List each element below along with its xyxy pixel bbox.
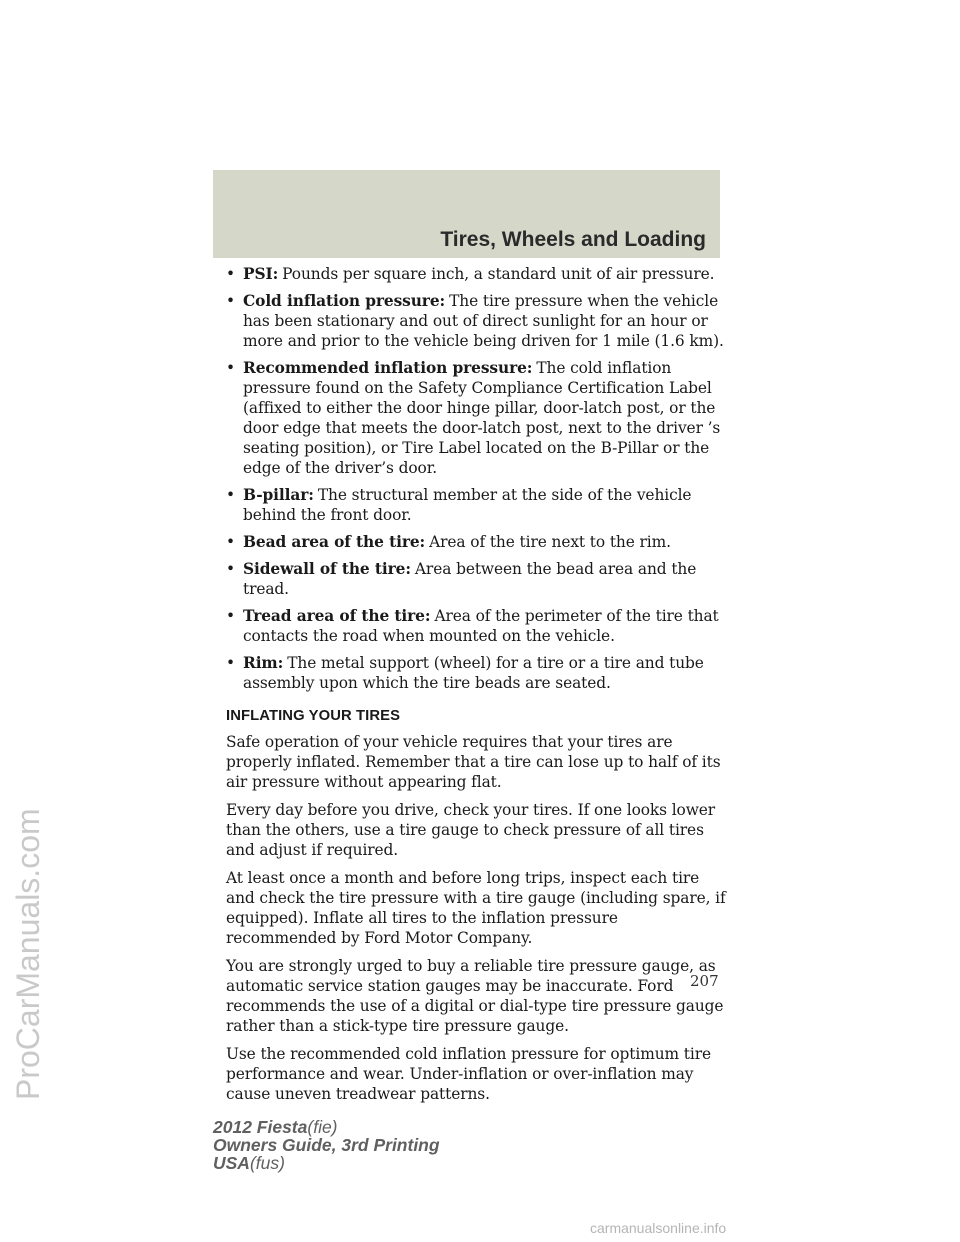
side-watermark: ProCarManuals.com [10, 808, 46, 1100]
footer-guide: Owners Guide, 3rd Printing [213, 1135, 440, 1155]
page-content [226, 264, 726, 1112]
bullet-icon: • [226, 265, 235, 283]
footer-watermark: carmanualsonline.info [590, 1220, 727, 1236]
paragraph: Safe operation of your vehicle requires that your tires are properly inflated. Remember that a tire can lose up to half of its air pressure without appearing flat. [226, 733, 721, 791]
bullet-icon: • [226, 533, 235, 551]
footer-model: 2012 Fiesta [213, 1117, 308, 1137]
definition-text: The metal support (wheel) for a tire or a tire and tube assembly upon which the tire beads are seated. [243, 654, 704, 692]
footer-market: USA [213, 1153, 250, 1173]
header-banner [213, 170, 720, 258]
definition-term: Sidewall of the tire: [243, 560, 411, 578]
footer-line [213, 1154, 440, 1172]
bullet-icon: • [226, 560, 235, 578]
footer-model-code: (fie) [307, 1117, 338, 1137]
bullet-icon: • [226, 654, 235, 672]
list-item [226, 485, 726, 525]
definition-term: PSI: [243, 265, 279, 283]
definition-text: Area of the perimeter of the tire that contacts the road when mounted on the vehicle. [243, 607, 719, 645]
document-footer [213, 1118, 440, 1172]
definition-text: The structural member at the side of the vehicle behind the front door. [243, 486, 692, 524]
definition-text: Area of the tire next to the rim. [429, 533, 671, 551]
paragraph: Every day before you drive, check your tires. If one looks lower than the others, use a tire gauge to check pressure of all tires and adjust if required. [226, 801, 716, 859]
bullet-icon: • [226, 359, 235, 377]
list-item [226, 532, 726, 552]
footer-line [213, 1118, 440, 1136]
list-item [226, 653, 726, 693]
section-heading: INFLATING YOUR TIRES [226, 708, 401, 724]
list-item [226, 559, 726, 599]
definitions-list [226, 264, 726, 693]
definition-term: Recommended inflation pressure: [243, 359, 533, 377]
definition-text: The tire pressure when the vehicle has been stationary and out of direct sunlight for an hour or more and prior to the vehicle being driven for 1 mile (1.6 km). [243, 292, 724, 350]
definition-term: Cold inflation pressure: [243, 292, 446, 310]
definition-term: Bead area of the tire: [243, 533, 426, 551]
list-item [226, 291, 726, 351]
footer-market-code: (fus) [249, 1153, 285, 1173]
bullet-icon: • [226, 607, 235, 625]
definition-term: Rim: [243, 654, 284, 672]
paragraph: Use the recommended cold inflation pressure for optimum tire performance and wear. Under-inflation or over-inflation may cause uneven treadwear patterns. [226, 1045, 711, 1103]
bullet-icon: • [226, 486, 235, 504]
list-item [226, 358, 726, 478]
list-item [226, 264, 726, 284]
definition-term: B-pillar: [243, 486, 314, 504]
definition-text: Area between the bead area and the tread. [243, 560, 697, 598]
paragraph: You are strongly urged to buy a reliable tire pressure gauge, as automatic service station gauges may be inaccurate. Ford recommends the use of a digital or dial-type tire pressure gauge rather than a stick-type tire pressure gauge. [226, 957, 724, 1035]
bullet-icon: • [226, 292, 235, 310]
page-number: 207 [690, 972, 719, 990]
definition-term: Tread area of the tire: [243, 607, 431, 625]
paragraph: At least once a month and before long trips, inspect each tire and check the tire pressure with a tire gauge (including spare, if equipped). Inflate all tires to the inflation pressure recommended by Ford Motor Company. [226, 869, 726, 947]
list-item [226, 606, 726, 646]
definition-text: The cold inflation pressure found on the Safety Compliance Certification Label (affixed to either the door hinge pillar, door-latch post, or the door edge that meets the door-latch post, next to the driver ’s seating position), or Tire Label located on the B-Pillar or the edge of the driver’s door. [243, 359, 721, 477]
page-title: Tires, Wheels and Loading [440, 228, 706, 251]
definition-text: Pounds per square inch, a standard unit of air pressure. [282, 265, 715, 283]
